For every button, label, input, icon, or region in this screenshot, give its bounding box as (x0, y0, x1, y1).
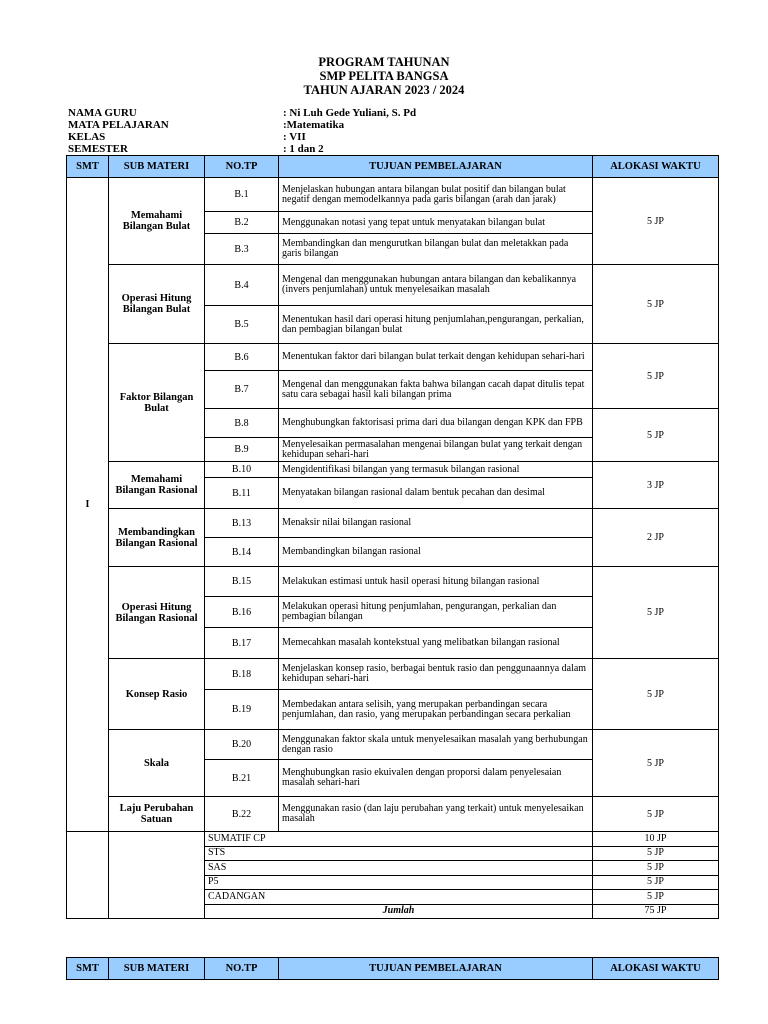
header-title: PROGRAM TAHUNAN (318, 55, 450, 69)
tp-text: Menentukan faktor dari bilangan bulat terkait dengan kehidupan sehari-hari (279, 344, 593, 371)
tp-number: B.5 (205, 306, 279, 344)
alokasi-cell: 5 JP (593, 344, 719, 409)
tp-text: Menggunakan rasio (dan laju perubahan yang terkait) untuk menyelesaikan masalah (279, 797, 593, 832)
table-row (67, 797, 719, 832)
table-row (67, 265, 719, 306)
header-year: TAHUN AJARAN 2023 / 2024 (303, 83, 465, 97)
alokasi-cell: 5 JP (593, 730, 719, 797)
tp-text: Membedakan antara selisih, yang merupakan perbandingan secara penjumlahan, dan rasio, yang merupakan perbandingan secara perkalian (279, 690, 593, 730)
document-header (0, 55, 768, 97)
tp-text: Mengenal dan menggunakan hubungan antara bilangan dan kebalikannya (invers penjumlahan) untuk menyelesaikan masalah (279, 265, 593, 306)
alokasi-cell: 2 JP (593, 509, 719, 567)
tp-text: Menjelaskan hubungan antara bilangan bulat positif dan bilangan bulat negatif dengan memodelkannya pada garis bilangan (arah dan jarak) (279, 178, 593, 212)
alokasi-cell: 5 JP (593, 265, 719, 344)
table-row (67, 730, 719, 760)
tp-text: Menghubungkan rasio ekuivalen dengan proporsi dalam penyelesaian masalah sehari-hari (279, 760, 593, 797)
sub-materi: Operasi Hitung Bilangan Bulat (109, 265, 205, 344)
sub-materi: Memahami Bilangan Rasional (109, 462, 205, 509)
total-label: P5 (205, 875, 593, 890)
tp-text: Menentukan hasil dari operasi hitung penjumlahan,pengurangan, perkalian, dan pembagian bilangan bulat (279, 306, 593, 344)
info-block (68, 107, 416, 155)
total-row (67, 832, 719, 847)
info-label: NAMA GURU (68, 107, 137, 119)
tp-number: B.4 (205, 265, 279, 306)
tp-text: Mengidentifikasi bilangan yang termasuk bilangan rasional (279, 462, 593, 478)
semester-cell: I (67, 178, 109, 832)
info-label: SEMESTER (68, 143, 128, 155)
total-label: SUMATIF CP (205, 832, 593, 847)
tp-text: Melakukan operasi hitung penjumlahan, pengurangan, perkalian dan pembagian bilangan (279, 597, 593, 628)
sub-materi: Faktor Bilangan Bulat (109, 344, 205, 462)
table-row (67, 659, 719, 690)
sub-materi: Operasi Hitung Bilangan Rasional (109, 567, 205, 659)
tp-number: B.9 (205, 438, 279, 462)
col-sub: SUB MATERI (109, 958, 205, 980)
table-row (67, 178, 719, 212)
tp-number: B.2 (205, 212, 279, 234)
total-value: 5 JP (593, 861, 719, 876)
sub-materi: Memahami Bilangan Bulat (109, 178, 205, 265)
alokasi-cell: 5 JP (593, 659, 719, 730)
total-value: 5 JP (593, 846, 719, 861)
alokasi-cell: 5 JP (593, 409, 719, 462)
info-row-mapel (68, 119, 416, 131)
alokasi-cell: 5 JP (593, 178, 719, 265)
info-label: MATA PELAJARAN (68, 119, 169, 131)
program-table-2 (66, 957, 719, 980)
table-header-row (67, 958, 719, 980)
tp-number: B.14 (205, 538, 279, 567)
tp-text: Melakukan estimasi untuk hasil operasi hitung bilangan rasional (279, 567, 593, 597)
table-row (67, 509, 719, 538)
header-school: SMP PELITA BANGSA (319, 69, 449, 83)
col-alokasi: ALOKASI WAKTU (593, 958, 719, 980)
col-alokasi: ALOKASI WAKTU (593, 156, 719, 178)
tp-number: B.15 (205, 567, 279, 597)
tp-text: Menghubungkan faktorisasi prima dari dua bilangan dengan KPK dan FPB (279, 409, 593, 438)
tp-number: B.16 (205, 597, 279, 628)
alokasi-cell: 5 JP (593, 567, 719, 659)
tp-number: B.17 (205, 628, 279, 659)
col-notp: NO.TP (205, 156, 279, 178)
tp-number: B.22 (205, 797, 279, 832)
table-header-row (67, 156, 719, 178)
col-tujuan: TUJUAN PEMBELAJARAN (279, 156, 593, 178)
info-row-guru (68, 107, 416, 119)
program-table (66, 155, 719, 919)
sub-materi: Skala (109, 730, 205, 797)
total-value: 5 JP (593, 890, 719, 905)
tp-text: Membandingkan dan mengurutkan bilangan bulat dan meletakkan pada garis bilangan (279, 234, 593, 265)
info-row-semester (68, 143, 416, 155)
tp-text: Menyatakan bilangan rasional dalam bentuk pecahan dan desimal (279, 478, 593, 509)
tp-number: B.20 (205, 730, 279, 760)
empty-sub-cell (109, 832, 205, 919)
table-row (67, 344, 719, 371)
tp-number: B.8 (205, 409, 279, 438)
jumlah-value: 75 JP (593, 904, 719, 919)
total-label: SAS (205, 861, 593, 876)
tp-number: B.3 (205, 234, 279, 265)
info-value: : Ni Luh Gede Yuliani, S. Pd (283, 107, 417, 119)
info-value: : 1 dan 2 (283, 143, 324, 155)
total-value: 10 JP (593, 832, 719, 847)
table-row (67, 567, 719, 597)
table-row (67, 462, 719, 478)
info-value: :Matematika (283, 119, 345, 131)
col-notp: NO.TP (205, 958, 279, 980)
total-label: STS (205, 846, 593, 861)
info-row-kelas (68, 131, 416, 143)
tp-number: B.18 (205, 659, 279, 690)
tp-text: Menjelaskan konsep rasio, berbagai bentuk rasio dan penggunaannya dalam kehidupan sehari-hari (279, 659, 593, 690)
sub-materi: Membandingkan Bilangan Rasional (109, 509, 205, 567)
col-smt: SMT (67, 156, 109, 178)
col-sub: SUB MATERI (109, 156, 205, 178)
jumlah-label: Jumlah (205, 904, 593, 919)
empty-smt-cell (67, 832, 109, 919)
tp-number: B.11 (205, 478, 279, 509)
tp-number: B.21 (205, 760, 279, 797)
tp-text: Membandingkan bilangan rasional (279, 538, 593, 567)
tp-number: B.13 (205, 509, 279, 538)
tp-number: B.6 (205, 344, 279, 371)
alokasi-cell: 5 JP (593, 797, 719, 832)
sub-materi: Konsep Rasio (109, 659, 205, 730)
tp-text: Memecahkan masalah kontekstual yang melibatkan bilangan rasional (279, 628, 593, 659)
tp-number: B.1 (205, 178, 279, 212)
sub-materi: Laju Perubahan Satuan (109, 797, 205, 832)
tp-number: B.10 (205, 462, 279, 478)
col-smt: SMT (67, 958, 109, 980)
tp-number: B.19 (205, 690, 279, 730)
info-value: : VII (283, 131, 306, 143)
total-label: CADANGAN (205, 890, 593, 905)
tp-text: Menggunakan faktor skala untuk menyelesaikan masalah yang berhubungan dengan rasio (279, 730, 593, 760)
col-tujuan: TUJUAN PEMBELAJARAN (279, 958, 593, 980)
total-value: 5 JP (593, 875, 719, 890)
alokasi-cell: 3 JP (593, 462, 719, 509)
tp-text: Menggunakan notasi yang tepat untuk menyatakan bilangan bulat (279, 212, 593, 234)
tp-text: Menyelesaikan permasalahan mengenai bilangan bulat yang terkait dengan kehidupan sehari-hari (279, 438, 593, 462)
tp-text: Menaksir nilai bilangan rasional (279, 509, 593, 538)
info-label: KELAS (68, 131, 106, 143)
tp-text: Mengenal dan menggunakan fakta bahwa bilangan cacah dapat ditulis tepat satu cara sebagai hasil kali bilangan prima (279, 371, 593, 409)
tp-number: B.7 (205, 371, 279, 409)
